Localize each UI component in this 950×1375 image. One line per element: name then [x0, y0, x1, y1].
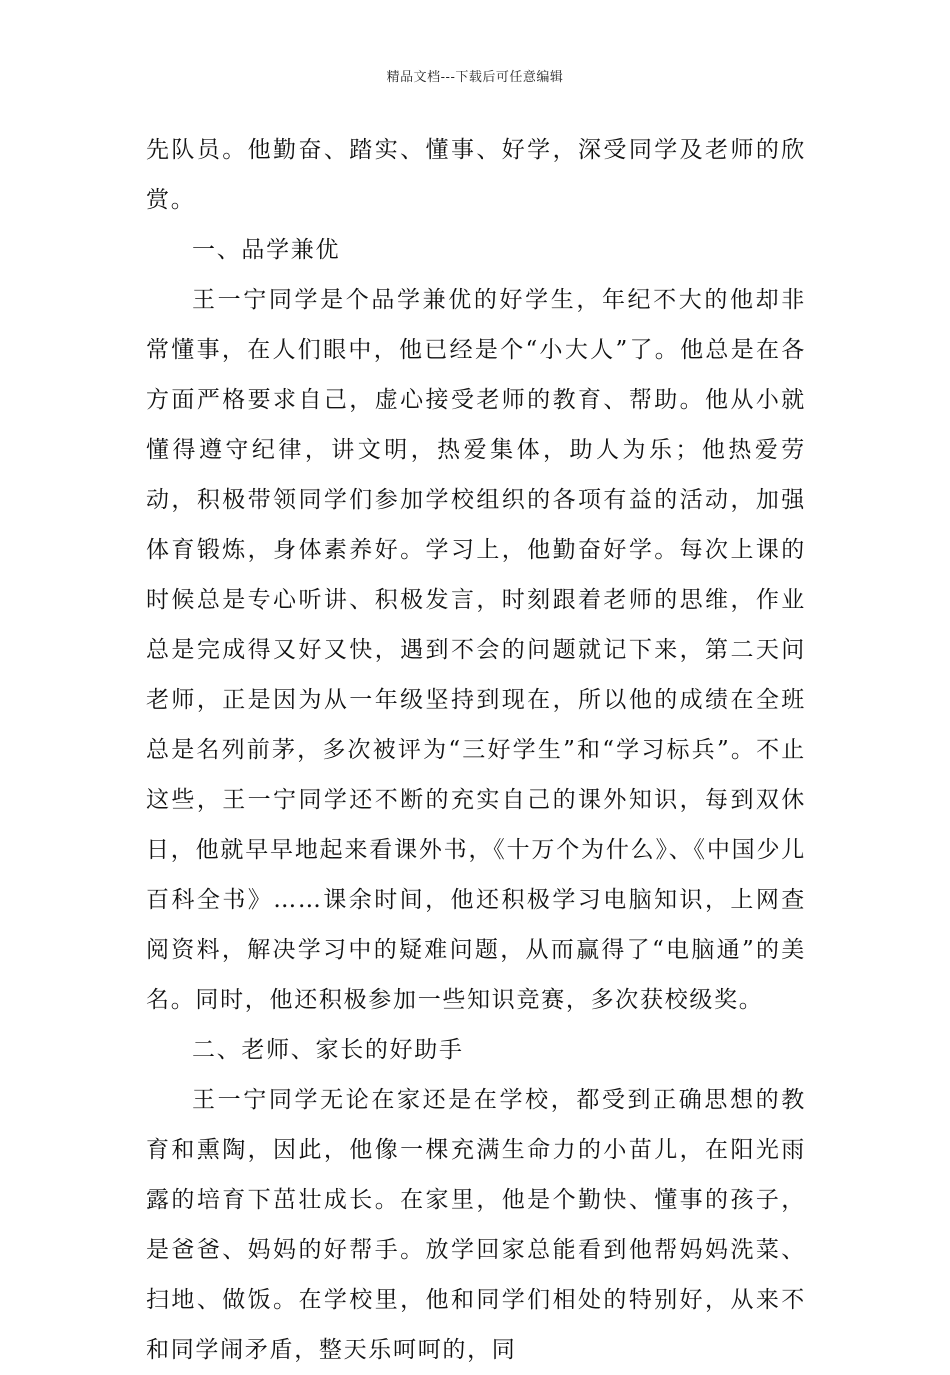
paragraph: 王一宁同学是个品学兼优的好学生，年纪不大的他却非常懂事，在人们眼中，他已经是个“小大人”了。他总是在各方面严格要求自己，虚心接受老师的教育、帮助。他从小就懂得遵守纪律，讲文明，热爱集体，助人为乐；他热爱劳动，积极带领同学们参加学校组织的各项有益的活动，加强体育锻炼，身体素养好。学习上，他勤奋好学。每次上课的时候总是专心听讲、积极发言，时刻跟着老师的思维，作业总是完成得又好又快，遇到不会的问题就记下来，第二天问老师，正是因为从一年级坚持到现在，所以他的成绩在全班总是名列前茅，多次被评为“三好学生”和“学习标兵”。不止这些，王一宁同学还不断的充实自己的课外知识，每到双休日，他就早早地起来看课外书，《十万个为什么》、《中国少儿百科全书》……课余时间，他还积极学习电脑知识，上网查阅资料，解决学习中的疑难问题，从而赢得了“电脑通”的美名。同时，他还积极参加一些知识竞赛，多次获校级奖。 [146, 287, 806, 1013]
page-header: 精品文档---下载后可任意编辑 [386, 70, 564, 85]
section-heading: 一、品学兼优 [192, 237, 341, 263]
paragraph: 王一宁同学无论在家还是在学校，都受到正确思想的教育和熏陶，因此，他像一棵充满生命力的小苗儿，在阳光雨露的培育下茁壮成长。在家里，他是个勤快、懂事的孩子，是爸爸、妈妈的好帮手。放学回家总能看到他帮妈妈洗菜、扫地、做饭。在学校里，他和同学们相处的特别好，从来不和同学闹矛盾，整天乐呵呵的，同 [146, 1087, 806, 1363]
document-body [146, 125, 806, 1375]
paragraph: 先队员。他勤奋、踏实、懂事、好学，深受同学及老师的欣赏。 [146, 137, 806, 213]
section-heading: 二、老师、家长的好助手 [192, 1037, 464, 1063]
